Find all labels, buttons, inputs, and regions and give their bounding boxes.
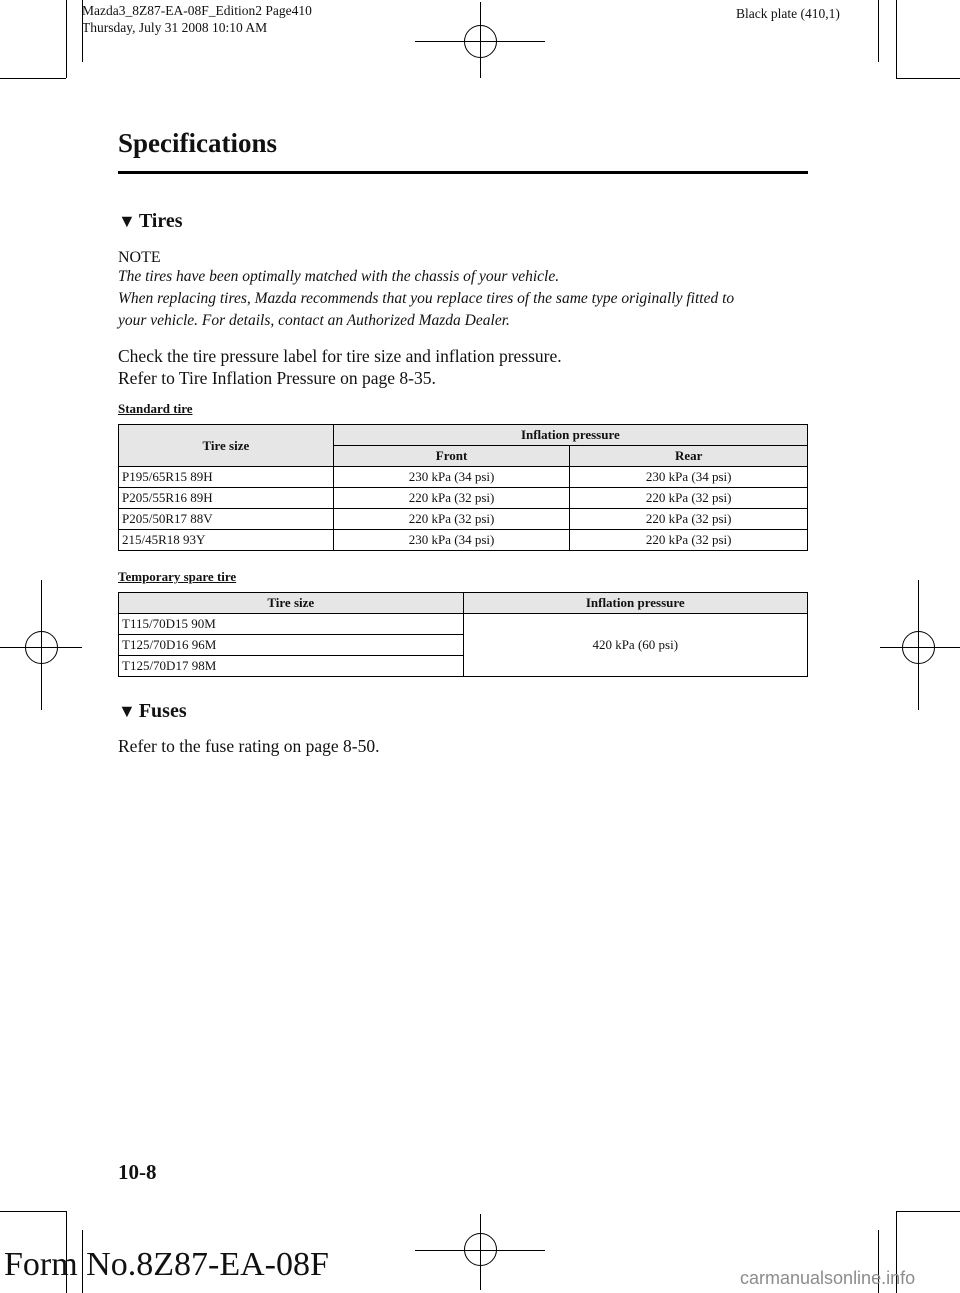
note-text (118, 266, 818, 332)
spare-pressure-cell: 420 kPa (60 psi) (463, 614, 807, 677)
triangle-down-icon: ▼ (118, 211, 136, 231)
rear-pressure-cell: 220 kPa (32 psi) (570, 530, 808, 551)
title-divider (118, 171, 808, 174)
plate-header (82, 2, 312, 36)
plate-header-date: Thursday, July 31 2008 10:10 AM (82, 20, 268, 35)
col-header-inflation-pressure: Inflation pressure (463, 593, 807, 614)
tire-check-text: Check the tire pressure label for tire size and inflation pressure. (118, 346, 562, 366)
table-row (119, 488, 808, 509)
front-pressure-cell: 230 kPa (34 psi) (333, 530, 570, 551)
front-pressure-cell: 230 kPa (34 psi) (333, 467, 570, 488)
temporary-tire-caption: Temporary spare tire (118, 569, 237, 584)
col-header-tire-size: Tire size (119, 593, 464, 614)
col-header-tire-size: Tire size (119, 425, 334, 467)
col-header-inflation-pressure: Inflation pressure (333, 425, 807, 446)
tires-heading-text: Tires (138, 210, 183, 232)
form-number: Form No.8Z87-EA-08F (4, 1246, 329, 1283)
standard-tire-caption: Standard tire (118, 401, 193, 416)
table-row (119, 614, 808, 635)
tire-size-cell: P195/65R15 89H (119, 467, 334, 488)
col-header-front: Front (333, 446, 570, 467)
col-header-rear: Rear (570, 446, 808, 467)
tires-heading (118, 210, 183, 233)
front-pressure-cell: 220 kPa (32 psi) (333, 509, 570, 530)
tire-refer-text: Refer to Tire Inflation Pressure on page 8-35. (118, 368, 436, 388)
table-row (119, 530, 808, 551)
black-plate-label: Black plate (410,1) (736, 6, 840, 21)
standard-tire-table (118, 424, 808, 551)
note-line: When replacing tires, Mazda recommends that you replace tires of the same type originally fitted to (118, 290, 735, 307)
page-number: 10-8 (118, 1160, 157, 1184)
table-row (119, 467, 808, 488)
fuses-heading (118, 700, 187, 723)
rear-pressure-cell: 230 kPa (34 psi) (570, 467, 808, 488)
note-line: The tires have been optimally matched with the chassis of your vehicle. (118, 268, 560, 285)
tire-size-cell: 215/45R18 93Y (119, 530, 334, 551)
tire-size-cell: P205/55R16 89H (119, 488, 334, 509)
rear-pressure-cell: 220 kPa (32 psi) (570, 509, 808, 530)
watermark-text: carmanualsonline.info (740, 1268, 916, 1288)
note-line: your vehicle. For details, contact an Authorized Mazda Dealer. (118, 312, 510, 329)
fuses-heading-text: Fuses (138, 700, 187, 722)
temporary-tire-table (118, 592, 808, 677)
table-row (119, 509, 808, 530)
front-pressure-cell: 220 kPa (32 psi) (333, 488, 570, 509)
plate-header-file: Mazda3_8Z87-EA-08F_Edition2 Page410 (82, 3, 312, 18)
rear-pressure-cell: 220 kPa (32 psi) (570, 488, 808, 509)
fuse-refer-text: Refer to the fuse rating on page 8-50. (118, 736, 380, 756)
note-label: NOTE (118, 249, 161, 266)
tire-size-cell: T125/70D16 96M (119, 635, 464, 656)
tire-size-cell: P205/50R17 88V (119, 509, 334, 530)
triangle-down-icon: ▼ (118, 701, 136, 721)
tire-size-cell: T115/70D15 90M (119, 614, 464, 635)
tire-size-cell: T125/70D17 98M (119, 656, 464, 677)
page-title: Specifications (118, 128, 277, 158)
